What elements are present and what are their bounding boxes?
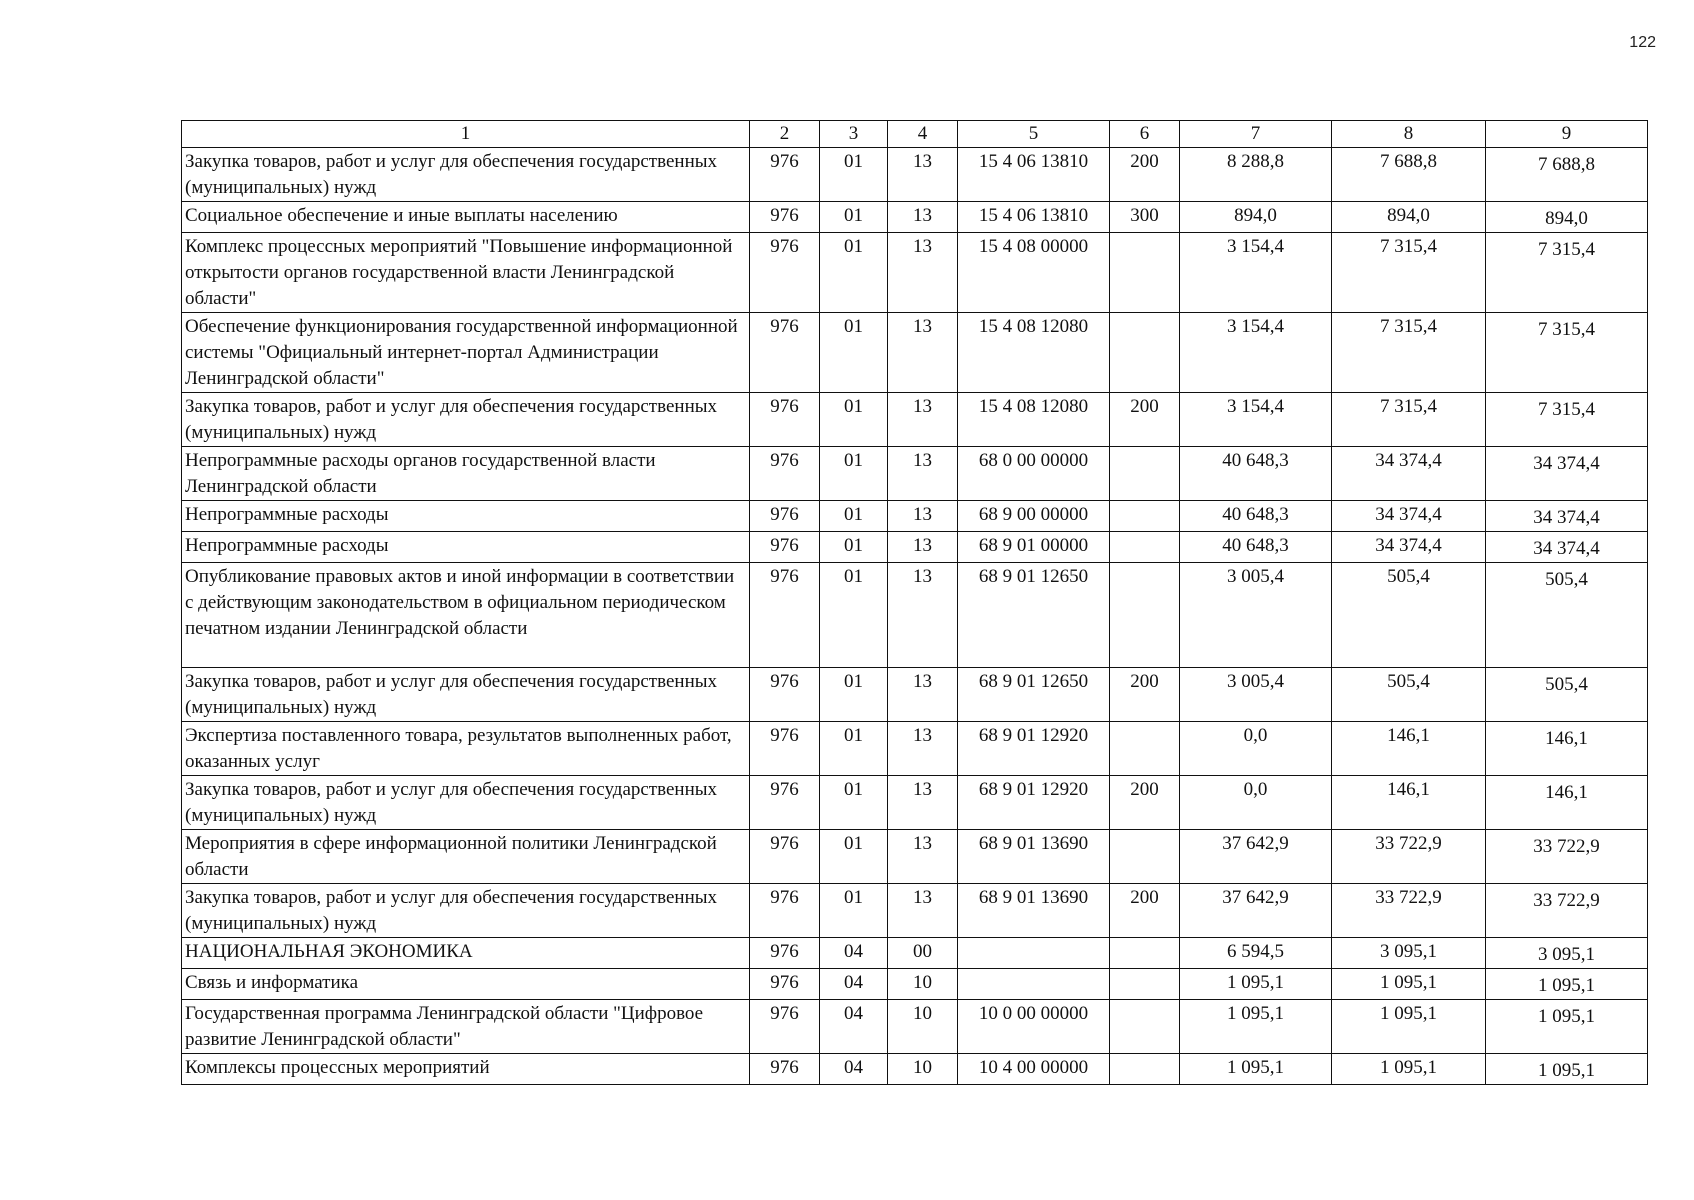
ministry-code-cell: 976	[750, 668, 820, 722]
row-name-cell: Комплекс процессных мероприятий "Повышение информационной открытости органов государственной власти Ленинградской области"	[182, 233, 750, 313]
row-name-cell: Комплексы процессных мероприятий	[182, 1054, 750, 1085]
amount-col8-cell: 505,4	[1332, 563, 1486, 668]
subsection-cell: 13	[888, 830, 958, 884]
subsection-cell: 13	[888, 148, 958, 202]
section-cell: 01	[820, 393, 888, 447]
table-row	[182, 1000, 1648, 1054]
target-article-cell: 15 4 08 12080	[958, 393, 1110, 447]
header-cell: 6	[1110, 121, 1180, 148]
expense-type-cell	[1110, 938, 1180, 969]
row-name-cell: Закупка товаров, работ и услуг для обеспечения государственных (муниципальных) нужд	[182, 148, 750, 202]
ministry-code-cell: 976	[750, 148, 820, 202]
expense-type-cell	[1110, 1000, 1180, 1054]
amount-col9-cell: 34 374,4	[1486, 501, 1648, 532]
amount-col7-cell: 3 005,4	[1180, 563, 1332, 668]
subsection-cell: 13	[888, 393, 958, 447]
amount-col9-cell: 146,1	[1486, 722, 1648, 776]
header-cell: 2	[750, 121, 820, 148]
target-article-cell: 68 9 01 12650	[958, 668, 1110, 722]
amount-col7-cell: 3 154,4	[1180, 393, 1332, 447]
target-article-cell: 68 0 00 00000	[958, 447, 1110, 501]
row-name-cell: Социальное обеспечение и иные выплаты населению	[182, 202, 750, 233]
target-article-cell	[958, 969, 1110, 1000]
expense-type-cell	[1110, 313, 1180, 393]
subsection-cell: 13	[888, 776, 958, 830]
expense-type-cell: 200	[1110, 884, 1180, 938]
subsection-cell: 13	[888, 447, 958, 501]
header-cell: 3	[820, 121, 888, 148]
section-cell: 04	[820, 1054, 888, 1085]
amount-col7-cell: 8 288,8	[1180, 148, 1332, 202]
header-row	[182, 121, 1648, 148]
amount-col9-cell: 1 095,1	[1486, 1054, 1648, 1085]
section-cell: 01	[820, 563, 888, 668]
subsection-cell: 13	[888, 532, 958, 563]
section-cell: 04	[820, 938, 888, 969]
subsection-cell: 13	[888, 668, 958, 722]
amount-col9-cell: 7 688,8	[1486, 148, 1648, 202]
table-row	[182, 148, 1648, 202]
target-article-cell: 15 4 08 12080	[958, 313, 1110, 393]
table-row	[182, 969, 1648, 1000]
amount-col9-cell: 505,4	[1486, 563, 1648, 668]
ministry-code-cell: 976	[750, 722, 820, 776]
expense-type-cell	[1110, 969, 1180, 1000]
table-row	[182, 233, 1648, 313]
amount-col9-cell: 7 315,4	[1486, 393, 1648, 447]
section-cell: 01	[820, 501, 888, 532]
subsection-cell: 13	[888, 884, 958, 938]
row-name-cell: Мероприятия в сфере информационной политики Ленинградской области	[182, 830, 750, 884]
table-row	[182, 501, 1648, 532]
amount-col8-cell: 146,1	[1332, 722, 1486, 776]
subsection-cell: 10	[888, 1000, 958, 1054]
amount-col8-cell: 33 722,9	[1332, 830, 1486, 884]
expense-type-cell	[1110, 501, 1180, 532]
amount-col7-cell: 37 642,9	[1180, 830, 1332, 884]
target-article-cell: 68 9 00 00000	[958, 501, 1110, 532]
table-row	[182, 202, 1648, 233]
amount-col9-cell: 505,4	[1486, 668, 1648, 722]
budget-table	[181, 120, 1648, 1085]
amount-col7-cell: 40 648,3	[1180, 447, 1332, 501]
subsection-cell: 13	[888, 233, 958, 313]
ministry-code-cell: 976	[750, 313, 820, 393]
subsection-cell: 13	[888, 313, 958, 393]
section-cell: 01	[820, 148, 888, 202]
ministry-code-cell: 976	[750, 938, 820, 969]
amount-col7-cell: 3 154,4	[1180, 313, 1332, 393]
target-article-cell: 10 4 00 00000	[958, 1054, 1110, 1085]
amount-col7-cell: 0,0	[1180, 722, 1332, 776]
row-name-cell: Связь и информатика	[182, 969, 750, 1000]
amount-col9-cell: 34 374,4	[1486, 532, 1648, 563]
amount-col9-cell: 33 722,9	[1486, 830, 1648, 884]
target-article-cell: 10 0 00 00000	[958, 1000, 1110, 1054]
section-cell: 01	[820, 532, 888, 563]
expense-type-cell	[1110, 1054, 1180, 1085]
ministry-code-cell: 976	[750, 884, 820, 938]
amount-col9-cell: 894,0	[1486, 202, 1648, 233]
row-name-cell: Закупка товаров, работ и услуг для обеспечения государственных (муниципальных) нужд	[182, 776, 750, 830]
expense-type-cell: 300	[1110, 202, 1180, 233]
amount-col9-cell: 1 095,1	[1486, 1000, 1648, 1054]
ministry-code-cell: 976	[750, 501, 820, 532]
amount-col8-cell: 146,1	[1332, 776, 1486, 830]
amount-col8-cell: 1 095,1	[1332, 969, 1486, 1000]
section-cell: 01	[820, 202, 888, 233]
section-cell: 01	[820, 668, 888, 722]
table-row	[182, 830, 1648, 884]
expense-type-cell	[1110, 233, 1180, 313]
header-cell: 8	[1332, 121, 1486, 148]
amount-col8-cell: 894,0	[1332, 202, 1486, 233]
row-name-cell: Непрограммные расходы	[182, 501, 750, 532]
ministry-code-cell: 976	[750, 969, 820, 1000]
row-name-cell: Экспертиза поставленного товара, результатов выполненных работ, оказанных услуг	[182, 722, 750, 776]
target-article-cell: 15 4 06 13810	[958, 148, 1110, 202]
target-article-cell: 68 9 01 12650	[958, 563, 1110, 668]
table-row	[182, 393, 1648, 447]
target-article-cell: 15 4 08 00000	[958, 233, 1110, 313]
row-name-cell: Опубликование правовых актов и иной информации в соответствии с действующим законодательством в официальном периодическом печатном издании Ленинградской области	[182, 563, 750, 668]
amount-col7-cell: 6 594,5	[1180, 938, 1332, 969]
amount-col7-cell: 40 648,3	[1180, 532, 1332, 563]
amount-col7-cell: 1 095,1	[1180, 969, 1332, 1000]
ministry-code-cell: 976	[750, 532, 820, 563]
table-row	[182, 884, 1648, 938]
header-cell: 1	[182, 121, 750, 148]
target-article-cell: 68 9 01 00000	[958, 532, 1110, 563]
table-row	[182, 447, 1648, 501]
expense-type-cell	[1110, 532, 1180, 563]
section-cell: 01	[820, 884, 888, 938]
row-name-cell: Непрограммные расходы	[182, 532, 750, 563]
amount-col8-cell: 3 095,1	[1332, 938, 1486, 969]
subsection-cell: 00	[888, 938, 958, 969]
header-cell: 4	[888, 121, 958, 148]
ministry-code-cell: 976	[750, 393, 820, 447]
amount-col8-cell: 1 095,1	[1332, 1000, 1486, 1054]
table-row	[182, 563, 1648, 668]
amount-col9-cell: 34 374,4	[1486, 447, 1648, 501]
ministry-code-cell: 976	[750, 202, 820, 233]
table-row	[182, 668, 1648, 722]
amount-col7-cell: 1 095,1	[1180, 1054, 1332, 1085]
ministry-code-cell: 976	[750, 776, 820, 830]
subsection-cell: 13	[888, 501, 958, 532]
expense-type-cell	[1110, 830, 1180, 884]
section-cell: 01	[820, 722, 888, 776]
ministry-code-cell: 976	[750, 1054, 820, 1085]
amount-col8-cell: 33 722,9	[1332, 884, 1486, 938]
header-cell: 5	[958, 121, 1110, 148]
amount-col7-cell: 40 648,3	[1180, 501, 1332, 532]
row-name-cell: Государственная программа Ленинградской области "Цифровое развитие Ленинградской области"	[182, 1000, 750, 1054]
expense-type-cell: 200	[1110, 148, 1180, 202]
section-cell: 01	[820, 447, 888, 501]
expense-type-cell	[1110, 563, 1180, 668]
amount-col7-cell: 37 642,9	[1180, 884, 1332, 938]
ministry-code-cell: 976	[750, 563, 820, 668]
section-cell: 01	[820, 233, 888, 313]
section-cell: 04	[820, 1000, 888, 1054]
expense-type-cell: 200	[1110, 776, 1180, 830]
row-name-cell: Непрограммные расходы органов государственной власти Ленинградской области	[182, 447, 750, 501]
target-article-cell: 68 9 01 12920	[958, 776, 1110, 830]
amount-col8-cell: 34 374,4	[1332, 501, 1486, 532]
amount-col7-cell: 3 005,4	[1180, 668, 1332, 722]
subsection-cell: 13	[888, 722, 958, 776]
target-article-cell: 68 9 01 13690	[958, 884, 1110, 938]
ministry-code-cell: 976	[750, 1000, 820, 1054]
section-cell: 01	[820, 776, 888, 830]
target-article-cell: 68 9 01 12920	[958, 722, 1110, 776]
page-number: 122	[1629, 34, 1656, 51]
row-name-cell: Закупка товаров, работ и услуг для обеспечения государственных (муниципальных) нужд	[182, 884, 750, 938]
amount-col8-cell: 7 688,8	[1332, 148, 1486, 202]
amount-col9-cell: 1 095,1	[1486, 969, 1648, 1000]
amount-col8-cell: 34 374,4	[1332, 532, 1486, 563]
table-row	[182, 722, 1648, 776]
ministry-code-cell: 976	[750, 447, 820, 501]
amount-col7-cell: 894,0	[1180, 202, 1332, 233]
target-article-cell: 68 9 01 13690	[958, 830, 1110, 884]
amount-col7-cell: 0,0	[1180, 776, 1332, 830]
subsection-cell: 13	[888, 202, 958, 233]
row-name-cell: НАЦИОНАЛЬНАЯ ЭКОНОМИКА	[182, 938, 750, 969]
header-cell: 7	[1180, 121, 1332, 148]
amount-col7-cell: 3 154,4	[1180, 233, 1332, 313]
target-article-cell	[958, 938, 1110, 969]
ministry-code-cell: 976	[750, 830, 820, 884]
subsection-cell: 10	[888, 969, 958, 1000]
row-name-cell: Обеспечение функционирования государственной информационной системы "Официальный интернет-портал Администрации Ленинградской области"	[182, 313, 750, 393]
table-row	[182, 1054, 1648, 1085]
amount-col8-cell: 7 315,4	[1332, 313, 1486, 393]
subsection-cell: 10	[888, 1054, 958, 1085]
amount-col8-cell: 1 095,1	[1332, 1054, 1486, 1085]
expense-type-cell: 200	[1110, 668, 1180, 722]
header-cell: 9	[1486, 121, 1648, 148]
amount-col8-cell: 505,4	[1332, 668, 1486, 722]
amount-col9-cell: 3 095,1	[1486, 938, 1648, 969]
amount-col7-cell: 1 095,1	[1180, 1000, 1332, 1054]
row-name-cell: Закупка товаров, работ и услуг для обеспечения государственных (муниципальных) нужд	[182, 393, 750, 447]
amount-col9-cell: 33 722,9	[1486, 884, 1648, 938]
expense-type-cell	[1110, 447, 1180, 501]
table-row	[182, 532, 1648, 563]
amount-col9-cell: 7 315,4	[1486, 233, 1648, 313]
table-row	[182, 938, 1648, 969]
row-name-cell: Закупка товаров, работ и услуг для обеспечения государственных (муниципальных) нужд	[182, 668, 750, 722]
expense-type-cell: 200	[1110, 393, 1180, 447]
amount-col8-cell: 7 315,4	[1332, 393, 1486, 447]
amount-col8-cell: 34 374,4	[1332, 447, 1486, 501]
target-article-cell: 15 4 06 13810	[958, 202, 1110, 233]
table-row	[182, 313, 1648, 393]
table-row	[182, 776, 1648, 830]
section-cell: 04	[820, 969, 888, 1000]
amount-col9-cell: 7 315,4	[1486, 313, 1648, 393]
ministry-code-cell: 976	[750, 233, 820, 313]
amount-col8-cell: 7 315,4	[1332, 233, 1486, 313]
section-cell: 01	[820, 313, 888, 393]
section-cell: 01	[820, 830, 888, 884]
expense-type-cell	[1110, 722, 1180, 776]
subsection-cell: 13	[888, 563, 958, 668]
amount-col9-cell: 146,1	[1486, 776, 1648, 830]
